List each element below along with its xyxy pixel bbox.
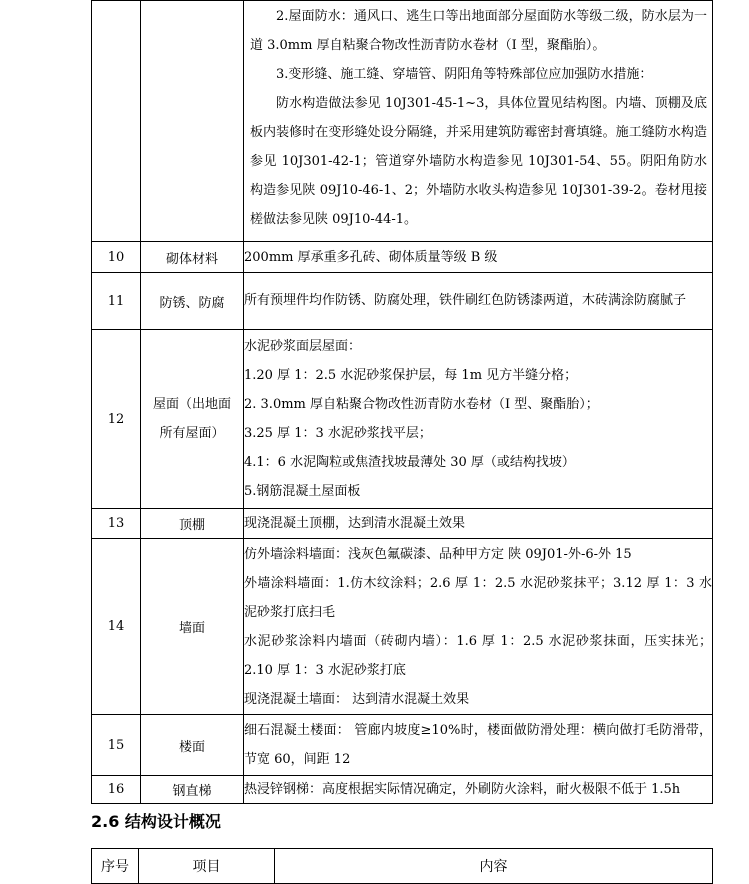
- row-no-cell: 13: [92, 509, 141, 539]
- row-content-cell: [244, 1, 713, 242]
- row-content-cell: [244, 509, 713, 539]
- header-item: 项目: [139, 849, 275, 884]
- row-item-cell: 砌体材料: [141, 242, 244, 273]
- row-item-cell: 墙面: [141, 539, 244, 715]
- row-content-cell: [244, 539, 713, 715]
- content-line: 1.20 厚 1：2.5 水泥砂浆保护层，每 1m 见方半缝分格；: [244, 368, 578, 383]
- design-spec-table: [91, 0, 713, 804]
- row-content-cell: [244, 330, 713, 509]
- content-line: 水泥砂浆涂料内墙面（砖砌内墙）：1.6 厚 1：2.5 水泥砂浆抹面，压实抹光；2.10 厚 1：3 水泥砂浆打底: [244, 633, 712, 678]
- row-no-cell: 11: [92, 273, 141, 330]
- row-item-cell: 楼面: [141, 715, 244, 776]
- content-line: 热浸锌钢梯：高度根据实际情况确定，外刷防火涂料，耐火极限不低于 1.5h: [244, 781, 681, 797]
- row-no-cell: 15: [92, 715, 141, 776]
- content-line: 2. 3.0mm 厚自粘聚合物改性沥青防水卷材（I 型、聚酯胎）；: [244, 397, 599, 412]
- table-row: [92, 539, 713, 715]
- row-item-cell: 钢直梯: [141, 776, 244, 804]
- table-row: [92, 776, 713, 804]
- row-no-cell: 12: [92, 330, 141, 509]
- row-item-label: 屋面（出地面所有屋面）: [152, 397, 231, 441]
- content-line: 现浇混凝土顶棚，达到清水混凝土效果: [244, 516, 466, 531]
- table-row: [92, 715, 713, 776]
- content-paragraph: 2.屋面防水：通风口、逃生口等出地面部分屋面防水等级二级，防水层为一道 3.0mm 厚自粘聚合物改性沥青防水卷材（I 型，聚酯胎）。: [250, 9, 707, 53]
- table-header-row: [92, 849, 713, 884]
- content-line: 3.25 厚 1：3 水泥砂浆找平层；: [244, 426, 432, 441]
- header-no: 序号: [92, 849, 139, 884]
- table-row: [92, 330, 713, 509]
- row-item-cell: 防锈、防腐: [141, 273, 244, 330]
- table-row: [92, 273, 713, 330]
- content-line: 所有预埋件均作防锈、防腐处理，铁件刷红色防锈漆两道，木砖满涂防腐腻子: [244, 293, 687, 308]
- content-line: 仿外墙涂料墙面：浅灰色氟碳漆、品种甲方定 陕 09J01-外-6-外 15: [244, 546, 632, 562]
- content-line: 细石混凝土楼面： 管廊内坡度≥10%时，楼面做防滑处理：横向做打毛防滑带，节宽 60，间距 12: [244, 723, 712, 767]
- content-line: 外墙涂料墙面：1.仿木纹涂料；2.6 厚 1：2.5 水泥砂浆抹平；3.12 厚 1：3 水泥砂浆打底扫毛: [244, 575, 712, 620]
- row-content-cell: [244, 776, 713, 804]
- row-content-cell: [244, 242, 713, 273]
- row-no-cell: 10: [92, 242, 141, 273]
- header-content: 内容: [275, 849, 713, 884]
- row-content-cell: [244, 715, 713, 776]
- row-item-cell: 顶棚: [141, 509, 244, 539]
- row-no-cell: 14: [92, 539, 141, 715]
- content-line: 水泥砂浆面层屋面：: [244, 339, 362, 354]
- table-row-continuation: [92, 1, 713, 242]
- content-line: 5.钢筋混凝土屋面板: [244, 484, 361, 499]
- table-row: [92, 242, 713, 273]
- row-item-cell: [141, 330, 244, 509]
- content-paragraph: 3.变形缝、施工缝、穿墙管、阴阳角等特殊部位应加强防水措施：: [276, 67, 653, 82]
- table-row: [92, 509, 713, 539]
- row-no-cell: [92, 1, 141, 242]
- content-line: 现浇混凝土墙面： 达到清水混凝土效果: [244, 691, 470, 707]
- row-item-cell: [141, 1, 244, 242]
- row-no-cell: 16: [92, 776, 141, 804]
- content-line: 200mm 厚承重多孔砖、砌体质量等级 B 级: [244, 249, 498, 265]
- content-paragraph: 防水构造做法参见 10J301-45-1~3，具体位置见结构图。内墙、顶棚及底板内装修时在变形缝处设分隔缝，并采用建筑防霉密封膏填缝。施工缝防水构造参见 10J301-42-1；管道穿外墙防水构造参见 10J301-54、55。阴阳角防水构造参见陕 09J10-46-1、2；外墙防水收头构造参见 10J301-39-2。卷材甩接槎做法参见陕 09J10-44-1。: [250, 96, 707, 227]
- content-line: 4.1：6 水泥陶粒或焦渣找坡最薄处 30 厚（或结构找坡）: [244, 455, 575, 470]
- section-heading: 2.6 结构设计概况: [91, 812, 221, 831]
- structure-table-header: [91, 848, 713, 884]
- row-content-cell: [244, 273, 713, 330]
